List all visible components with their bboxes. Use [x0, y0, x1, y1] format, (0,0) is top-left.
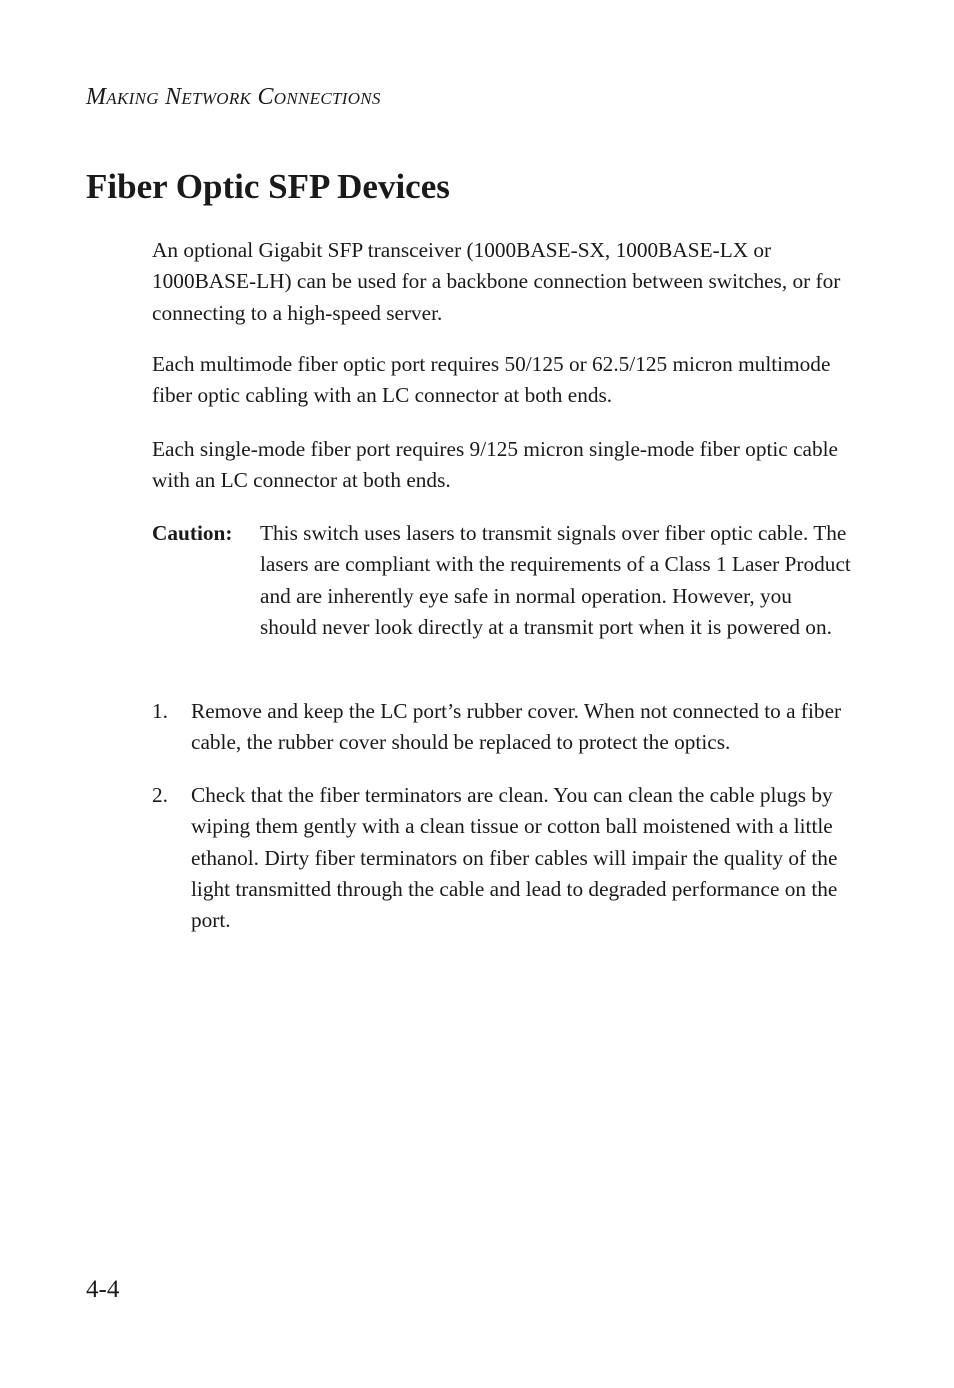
page-number: 4-4	[86, 1276, 120, 1303]
step-text: Remove and keep the LC port’s rubber cover. When not connected to a fiber cable, the rubber cover should be replaced to protect the optics.	[191, 699, 842, 755]
caution-note	[152, 518, 852, 643]
step-number: 1.	[152, 699, 168, 723]
single-mode-paragraph	[152, 434, 852, 497]
running-header: Making Network Connections	[86, 84, 381, 110]
caution-text: This switch uses lasers to transmit signals over fiber optic cable. The lasers are compliant with the requirements of a Class 1 Laser Product and are inherently eye safe in normal operation. However, you should never look directly at a transmit port when it is powered on.	[260, 521, 851, 639]
step-item	[152, 780, 852, 936]
step-item	[152, 696, 852, 759]
paragraph-text: An optional Gigabit SFP transceiver (1000BASE-SX, 1000BASE-LX or 1000BASE-LH) can be used for a backbone connection between switches, or for connecting to a high-speed server.	[152, 238, 841, 325]
step-text: Check that the fiber terminators are clean. You can clean the cable plugs by wiping them gently with a clean tissue or cotton ball moistened with a little ethanol. Dirty fiber terminators on fiber cables will impair the quality of the light transmitted through the cable and lead to degraded performance on the port.	[191, 783, 838, 933]
caution-label: Caution:	[152, 521, 233, 545]
step-number: 2.	[152, 783, 168, 807]
paragraph-text: Each single-mode fiber port requires 9/125 micron single-mode fiber optic cable with an LC connector at both ends.	[152, 437, 839, 493]
multimode-paragraph	[152, 349, 852, 412]
page-title: Fiber Optic SFP Devices	[86, 167, 450, 206]
intro-paragraph	[152, 235, 852, 329]
paragraph-text: Each multimode fiber optic port requires 50/125 or 62.5/125 micron multimode fiber optic cabling with an LC connector at both ends.	[152, 352, 831, 408]
